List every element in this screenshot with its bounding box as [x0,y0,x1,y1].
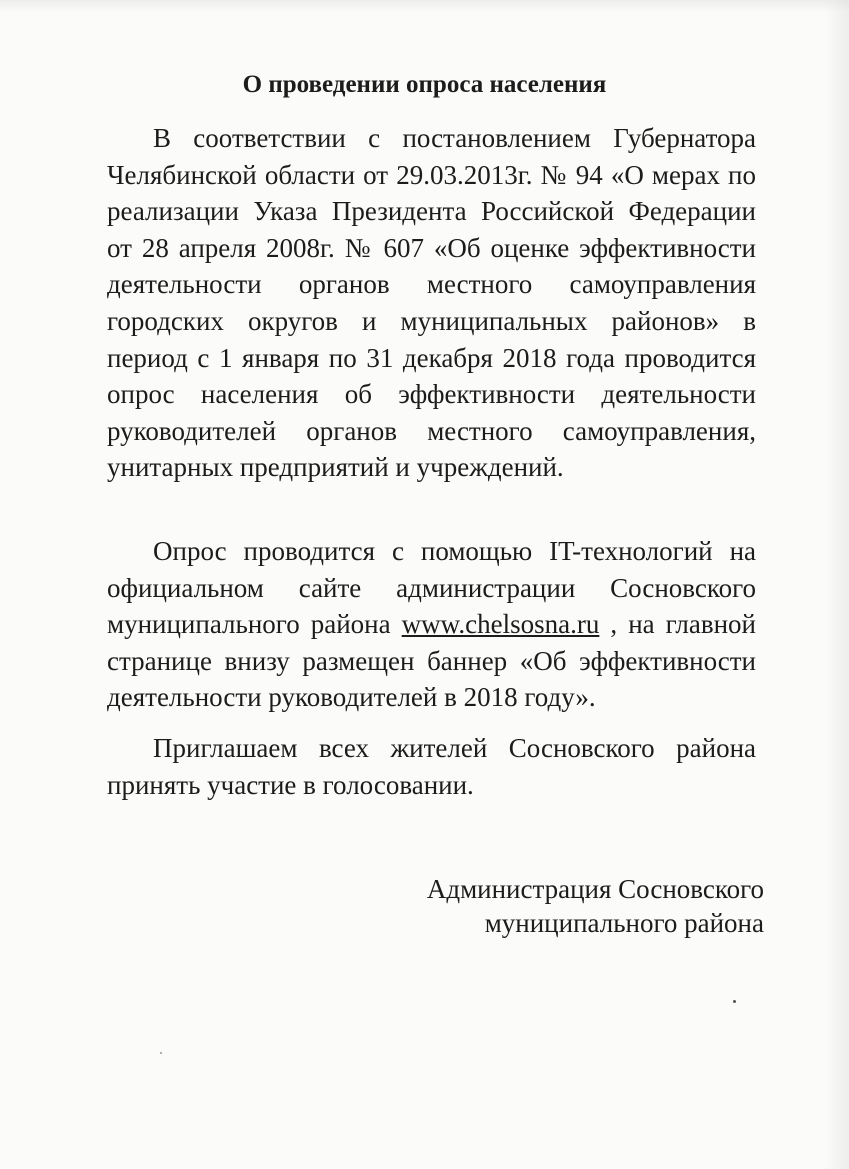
document-title: О проведении опроса населения [242,71,607,98]
scan-shadow-right [825,0,849,1169]
paragraph-survey-method [107,533,756,716]
signature-line-2: муниципального района [484,908,764,938]
scan-speck [160,1052,162,1054]
paragraph-invitation: Приглашаем всех жителей Сосновского района принять участие в голосовании. [107,733,756,800]
signature-block [427,872,764,940]
paragraph-survey-method-text-end: , на главной странице внизу размещен баннер «Об эффективности деятельности руководителей в 2018 году». [107,609,756,713]
scan-shadow-top [0,0,849,12]
paragraph-decree-reference: В соответствии с постановлением Губернатора Челябинской области от 29.03.2013г. № 94 «О мерах по реализации Указа Президента Российской Федерации от 28 апреля 2008г. № 607 «Об оценке эффективности деятельности органов местного самоуправления городских округов и муниципальных районов» в период с 1 января по 31 декабря 2018 года проводится опрос населения об эффективности деятельности руководителей органов местного самоуправления, унитарных предприятий и учреждений. [107,123,756,483]
paragraph-survey-method-text-start: Опрос проводится с помощью IT-технологий на официальном сайте администрации Сосновского муниципального района [107,536,756,640]
website-link[interactable]: www.chelsosna.ru [401,609,600,640]
scan-speck [733,1000,736,1003]
signature-line-1: Администрация Сосновского [426,874,764,904]
